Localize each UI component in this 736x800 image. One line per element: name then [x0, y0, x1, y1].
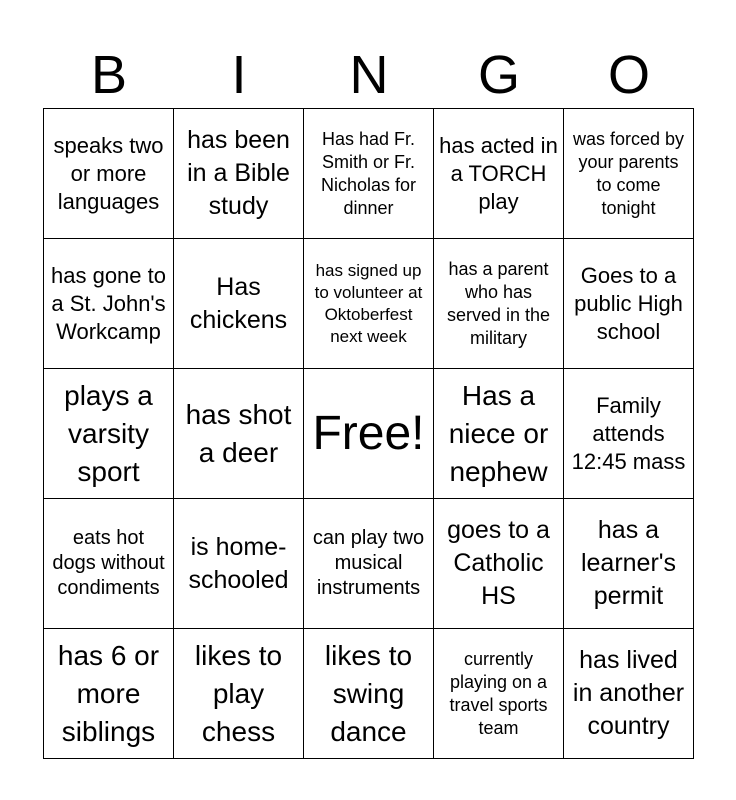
bingo-cell: has acted in a TORCH play	[434, 109, 564, 239]
bingo-header	[44, 42, 694, 108]
header-letter-o: O	[607, 45, 650, 105]
bingo-cell: has been in a Bible study	[174, 109, 304, 239]
bingo-cell: Goes to a public High school	[564, 239, 694, 369]
bingo-cell: can play two musical instruments	[304, 499, 434, 629]
header-letter-g: G	[477, 45, 520, 105]
header-letter-b: B	[90, 45, 128, 105]
bingo-cell: is home-schooled	[174, 499, 304, 629]
bingo-cell: Has chickens	[174, 239, 304, 369]
header-letter-n: N	[349, 45, 389, 105]
bingo-cell: has shot a deer	[174, 369, 304, 499]
bingo-cell: likes to swing dance	[304, 629, 434, 759]
header-letter-i: I	[231, 45, 247, 105]
bingo-cell: likes to play chess	[174, 629, 304, 759]
bingo-cell: has a learner's permit	[564, 499, 694, 629]
bingo-cell: Has a niece or nephew	[434, 369, 564, 499]
bingo-cell: has gone to a St. John's Workcamp	[44, 239, 174, 369]
bingo-grid	[43, 108, 694, 759]
bingo-cell: has signed up to volunteer at Oktoberfest next week	[304, 239, 434, 369]
bingo-cell: speaks two or more languages	[44, 109, 174, 239]
bingo-cell: goes to a Catholic HS	[434, 499, 564, 629]
free-space: Free!	[304, 369, 434, 499]
bingo-cell: has lived in another country	[564, 629, 694, 759]
bingo-cell: plays a varsity sport	[44, 369, 174, 499]
bingo-cell: eats hot dogs without condiments	[44, 499, 174, 629]
bingo-cell: Has had Fr. Smith or Fr. Nicholas for dinner	[304, 109, 434, 239]
bingo-cell: has 6 or more siblings	[44, 629, 174, 759]
bingo-cell: has a parent who has served in the military	[434, 239, 564, 369]
bingo-cell: was forced by your parents to come tonight	[564, 109, 694, 239]
bingo-cell: currently playing on a travel sports team	[434, 629, 564, 759]
bingo-cell: Family attends 12:45 mass	[564, 369, 694, 499]
